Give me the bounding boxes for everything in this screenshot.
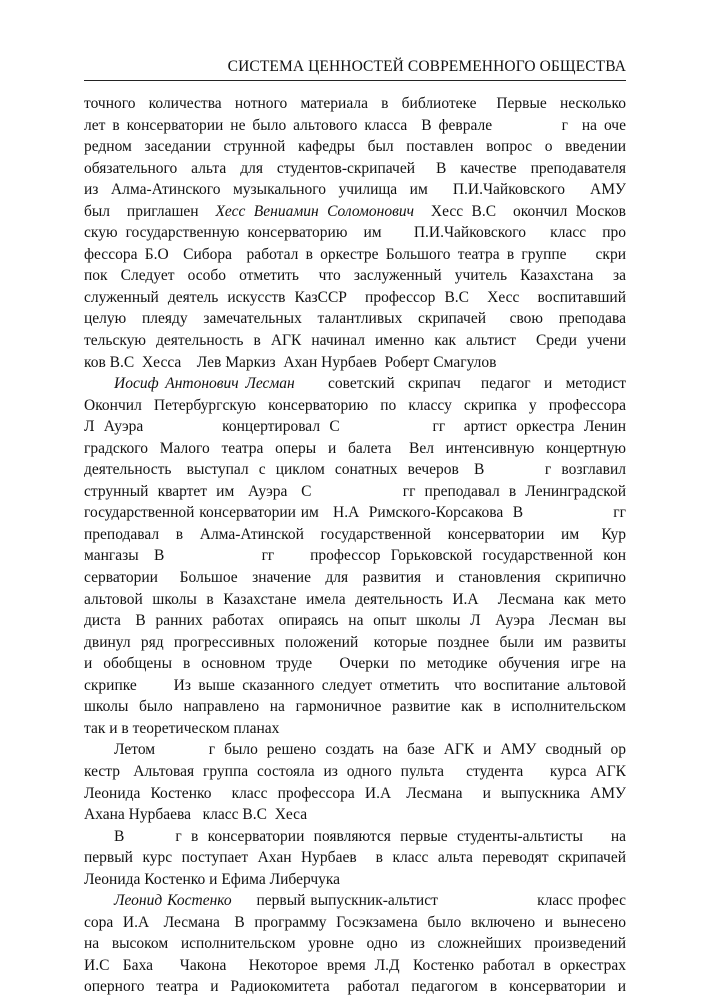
text-segment: первый выпускник-альтист класс профес xyxy=(231,892,626,910)
text-segment: из Алма-Атинского музыкального училища им П.И.Чайковского АМУ xyxy=(84,181,626,199)
text-segment: советский скрипач педагог и методист xyxy=(294,375,626,393)
text-line xyxy=(84,438,626,460)
text-line xyxy=(84,481,626,503)
text-line xyxy=(84,933,626,955)
text-line xyxy=(84,265,626,287)
text-segment: государственной консерватории им Н.А Римского-Корсакова В гг xyxy=(84,504,626,522)
text-segment: Хесс В.С окончил Москов xyxy=(413,202,626,220)
text-line xyxy=(84,696,626,718)
text-line xyxy=(84,545,626,567)
text-line xyxy=(84,244,626,266)
text-segment: обязательного альта для студентов-скрипачей В качестве преподавателя xyxy=(84,159,626,177)
text-line xyxy=(84,330,626,352)
text-line xyxy=(84,395,626,417)
text-line xyxy=(84,589,626,611)
text-line xyxy=(84,739,626,761)
text-segment: ков В.С Хесса Лев Маркиз Ахан Нурбаев Роберт Смагулов xyxy=(84,353,497,371)
text-segment: служенный деятель искусств КазССР профессор В.С Хесс воспитавший xyxy=(84,288,626,306)
text-segment: скую государственную консерваторию им П.И.Чайковского класс про xyxy=(84,224,626,242)
text-segment: Окончил Петербургскую консерваторию по классу скрипка у профессора xyxy=(84,396,626,414)
text-line xyxy=(84,826,626,848)
text-segment: преподавал в Алма-Атинской государственной консерватории им Кур xyxy=(84,525,626,543)
text-line xyxy=(84,675,626,697)
text-segment: деятельность выступал с циклом сонатных вечеров В г возглавил xyxy=(84,461,626,479)
text-line xyxy=(84,524,626,546)
text-line xyxy=(84,804,626,826)
text-segment: лет в консерватории не было альтового класса В феврале г на оче xyxy=(84,116,626,134)
text-line xyxy=(84,373,626,395)
text-segment: Ахана Нурбаева класс В.С Хеса xyxy=(84,806,308,824)
body-text xyxy=(84,93,626,998)
text-segment: двинул ряд прогрессивных положений которые позднее были им развиты xyxy=(84,633,626,651)
text-line xyxy=(84,718,626,740)
text-line xyxy=(84,308,626,330)
text-line xyxy=(84,632,626,654)
text-segment: и обобщены в основном труде Очерки по методике обучения игре на xyxy=(84,655,626,673)
italic-name: Леонид Костенко xyxy=(114,892,232,910)
text-segment: так и в теоретическом планах xyxy=(84,719,280,737)
text-line xyxy=(84,416,626,438)
text-line xyxy=(84,610,626,632)
text-segment: серватории Большое значение для развития и становления скрипично xyxy=(84,569,626,587)
text-line xyxy=(84,287,626,309)
text-segment: струнный квартет им Ауэра С гг преподавал в Ленинградской xyxy=(84,482,626,500)
text-segment: И.С Баха Чакона Некоторое время Л.Д Костенко работал в оркестрах xyxy=(84,956,626,974)
text-line xyxy=(84,158,626,180)
text-segment: В г в консерватории появляются первые студенты-альтисты на xyxy=(114,827,626,845)
text-segment: мангазы В гг профессор Горьковской государственной кон xyxy=(84,547,626,565)
text-segment: Л Ауэра концертировал С гг артист оркестра Ленин xyxy=(84,418,626,436)
text-segment: диста В ранних работах опираясь на опыт школы Л Ауэра Лесман вы xyxy=(84,612,626,630)
text-line xyxy=(84,783,626,805)
text-line xyxy=(84,179,626,201)
text-line xyxy=(84,890,626,912)
text-line xyxy=(84,761,626,783)
text-segment: градского Малого театра оперы и балета Вел интенсивную концертную xyxy=(84,439,626,457)
text-line xyxy=(84,93,626,115)
header-rule xyxy=(84,80,626,81)
text-segment: на высоком исполнительском уровне одно из сложнейших произведений xyxy=(84,935,626,953)
text-segment: фессора Б.О Сибора работал в оркестре Большого театра в группе скри xyxy=(84,245,626,263)
text-segment: скрипке Из выше сказанного следует отметить что воспитание альтовой xyxy=(84,676,626,694)
text-segment: тельскую деятельность в АГК начинал именно как альтист Среди учени xyxy=(84,332,626,350)
italic-name: Иосиф Антонович Лесман xyxy=(114,375,295,393)
text-line xyxy=(84,847,626,869)
text-segment: Летом г было решено создать на базе АГК и АМУ сводный ор xyxy=(114,741,626,759)
text-segment: целую плеяду замечательных талантливых скрипачей свою преподава xyxy=(84,310,626,328)
text-line xyxy=(84,912,626,934)
text-line xyxy=(84,653,626,675)
text-segment: точного количества нотного материала в библиотеке Первые несколько xyxy=(84,95,626,112)
text-segment: оперного театра и Радиокомитета работал педагогом в консерватории и xyxy=(84,978,626,996)
running-header: СИСТЕМА ЦЕННОСТЕЙ СОВРЕМЕННОГО ОБЩЕСТВА xyxy=(227,58,626,75)
text-segment: пок Следует особо отметить что заслуженный учитель Казахстана за xyxy=(84,267,626,285)
text-line xyxy=(84,115,626,137)
text-line xyxy=(84,502,626,524)
text-segment: школы было направлено на гармоничное развитие как в исполнительском xyxy=(84,698,626,716)
text-segment: был приглашен xyxy=(84,202,216,220)
text-line xyxy=(84,869,626,891)
text-segment: кестр Альтовая группа состояла из одного пульта студента курса АГК xyxy=(84,762,626,780)
text-line xyxy=(84,136,626,158)
text-line xyxy=(84,976,626,998)
text-line xyxy=(84,352,626,374)
text-line xyxy=(84,567,626,589)
text-segment: альтовой школы в Казахстане имела деятельность И.А Лесмана как мето xyxy=(84,590,626,608)
italic-name: Хесс Вениамин Соломонович xyxy=(215,202,414,220)
text-line xyxy=(84,201,626,223)
text-segment: Леонида Костенко и Ефима Либерчука xyxy=(84,870,341,888)
text-segment: сора И.А Лесмана В программу Госэкзамена было включено и вынесено xyxy=(84,913,626,931)
text-segment: первый курс поступает Ахан Нурбаев в класс альта переводят скрипачей xyxy=(84,849,626,867)
text-segment: Леонида Костенко класс профессора И.А Лесмана и выпускника АМУ xyxy=(84,784,626,802)
text-line xyxy=(84,955,626,977)
text-segment: редном заседании струнной кафедры был поставлен вопрос о введении xyxy=(84,138,626,156)
text-line xyxy=(84,459,626,481)
text-line xyxy=(84,222,626,244)
